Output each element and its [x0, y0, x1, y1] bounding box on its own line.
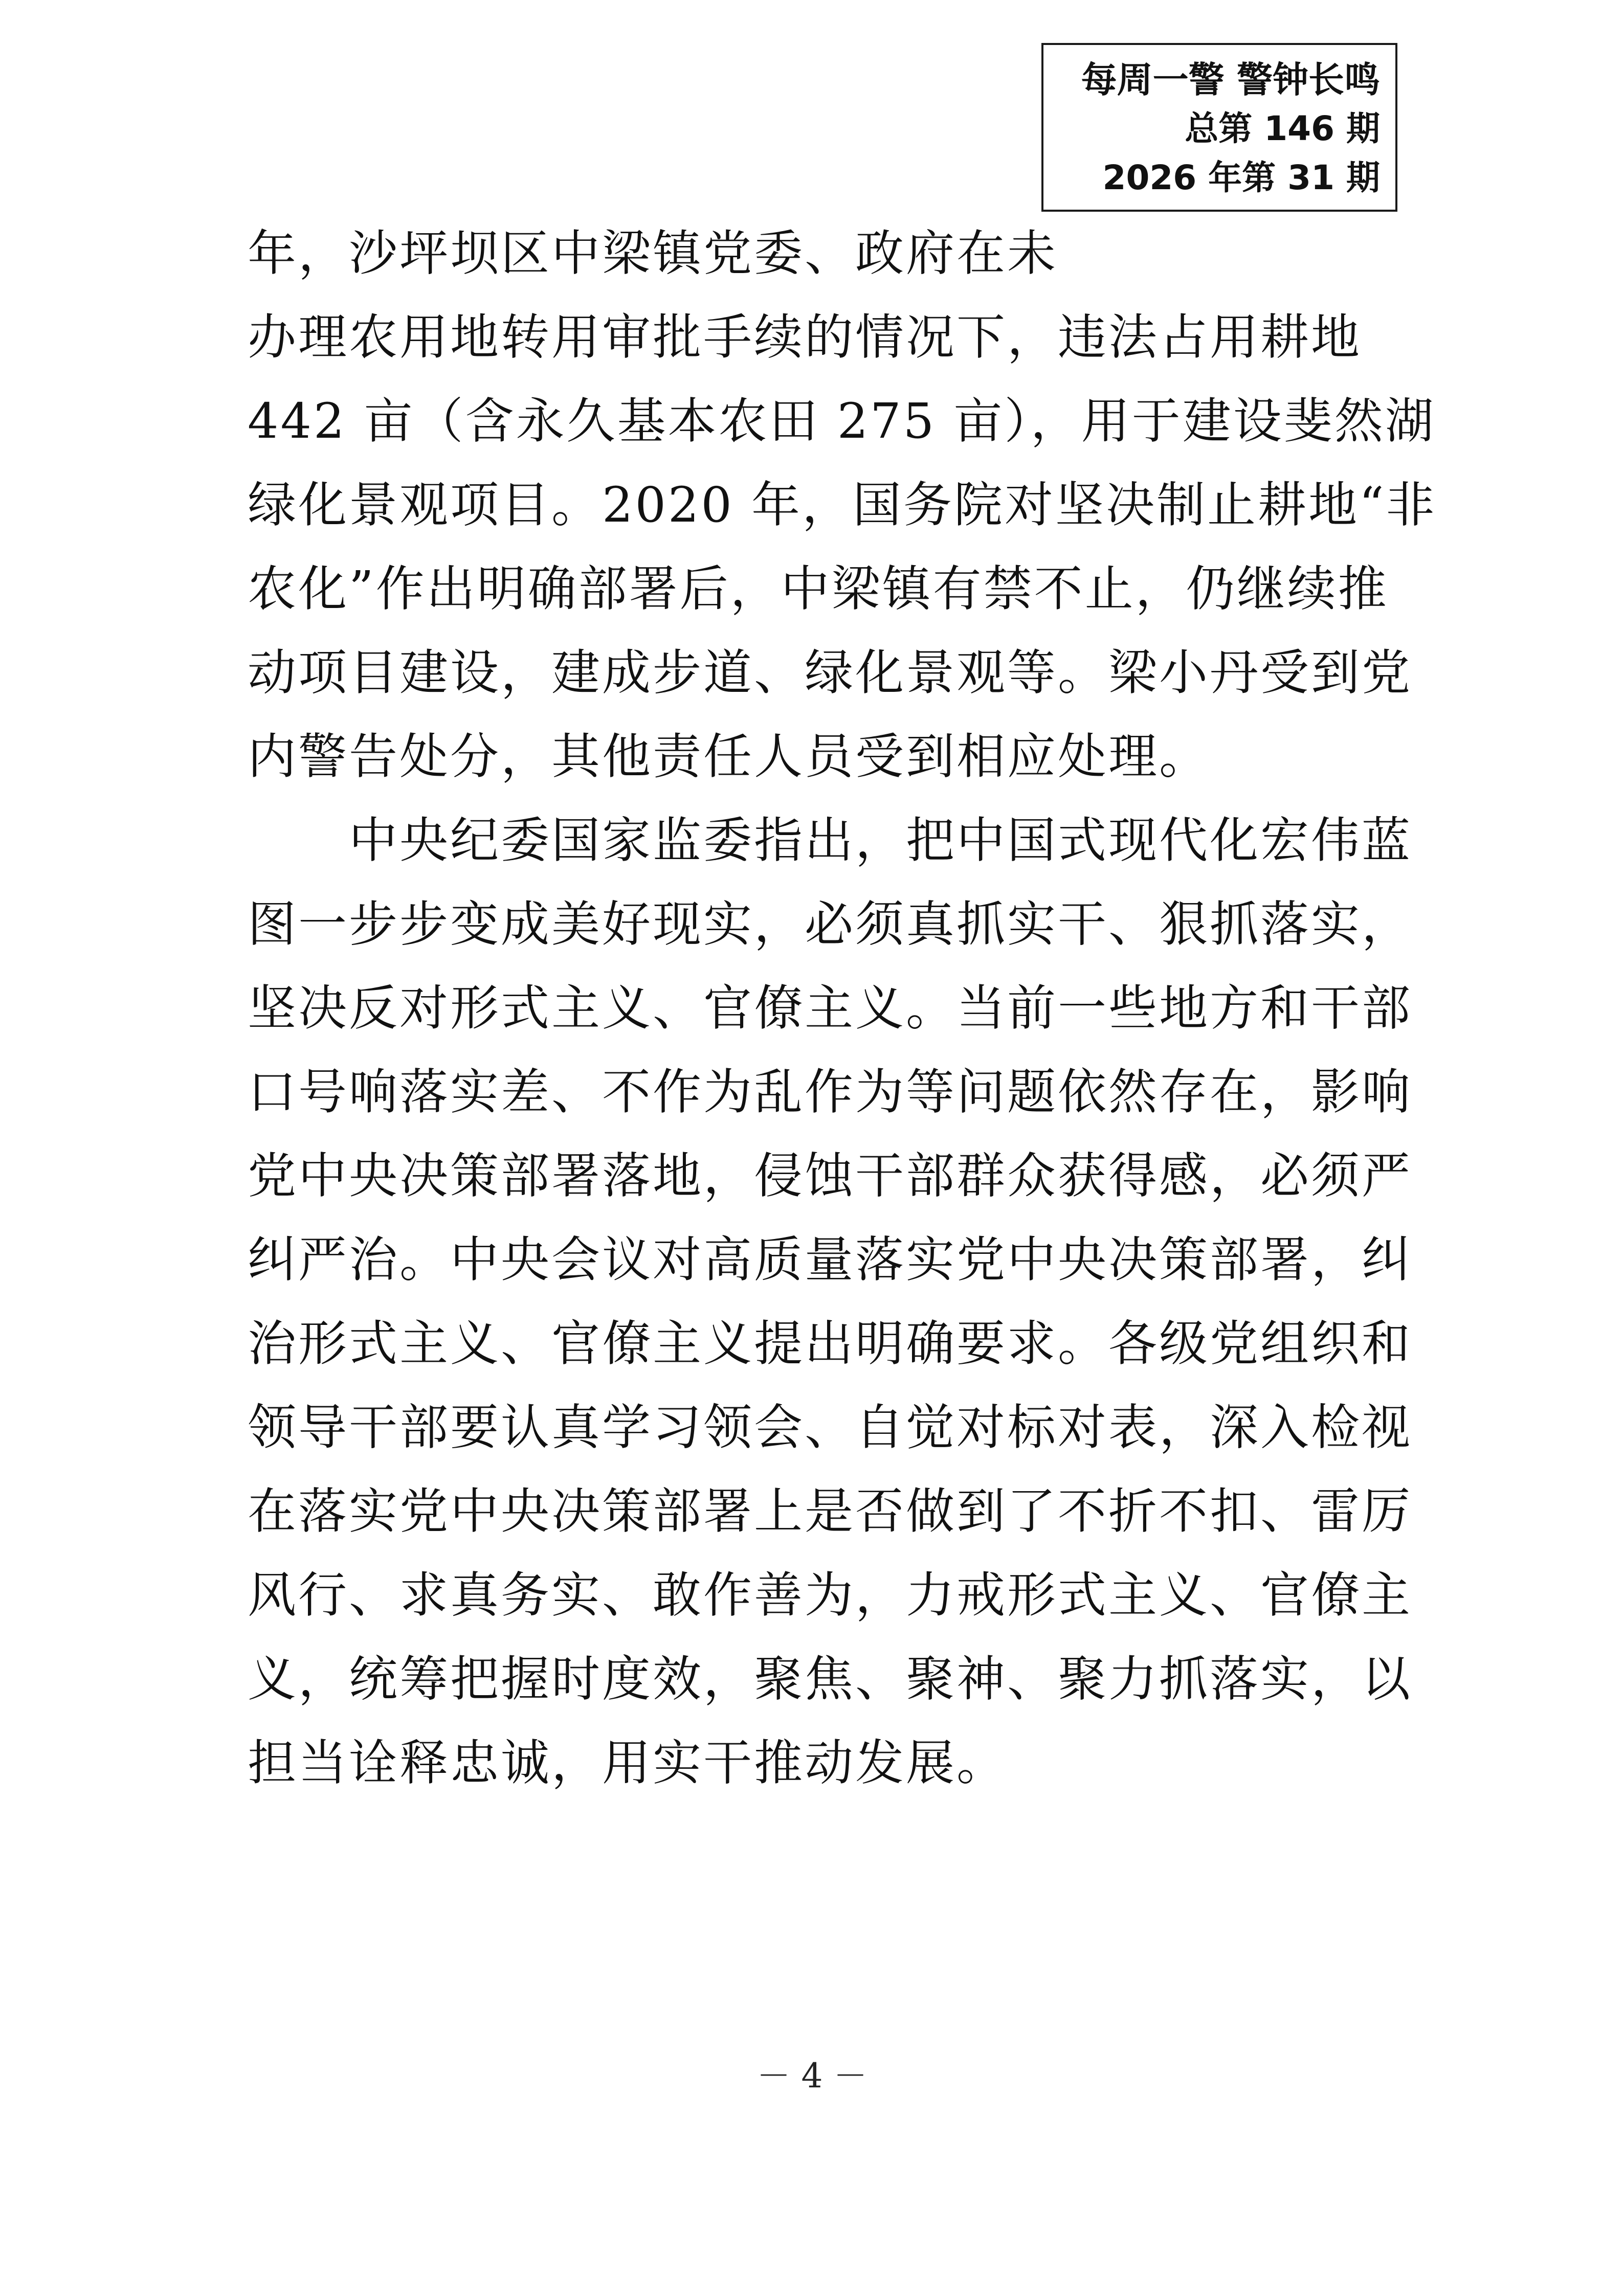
- article-body: [248, 212, 1437, 1805]
- body-line: 义，统筹把握时度效，聚焦、聚神、聚力抓落实，以: [248, 1651, 1413, 1707]
- body-line: 党中央决策部署落地，侵蚀干部群众获得感，必须严: [248, 1148, 1413, 1204]
- body-line: 风行、求真务实、敢作善为，力戒形式主义、官僚主: [248, 1567, 1413, 1624]
- total-issue-number: 总第 146 期: [1185, 109, 1380, 148]
- body-line: 图一步步变成美好现实，必须真抓实干、狠抓落实，: [248, 896, 1413, 953]
- body-line: 中央纪委国家监委指出，把中国式现代化宏伟蓝: [248, 813, 1413, 869]
- body-line: 442 亩（含永久基本农田 275 亩），用于建设斐然湖: [248, 393, 1436, 449]
- body-line: 农化”作出明确部署后，中梁镇有禁不止，仍继续推: [248, 561, 1389, 617]
- bulletin-title: 每周一警 警钟长鸣: [1081, 59, 1380, 101]
- year-issue-number: 2026 年第 31 期: [1102, 158, 1380, 197]
- body-line: 坚决反对形式主义、官僚主义。当前一些地方和干部: [248, 980, 1413, 1037]
- body-line: 年，沙坪坝区中梁镇党委、政府在未: [248, 226, 1058, 282]
- body-line: 绿化景观项目。2020 年，国务院对坚决制止耕地“非: [248, 477, 1437, 533]
- body-line: 办理农用地转用审批手续的情况下，违法占用耕地: [248, 309, 1362, 366]
- page-number: － 4 －: [757, 2056, 867, 2096]
- issue-header-box: [1041, 43, 1397, 212]
- body-line: 领导干部要认真学习领会、自觉对标对表，深入检视: [248, 1400, 1413, 1456]
- body-line: 在落实党中央决策部署上是否做到了不折不扣、雷厉: [248, 1483, 1413, 1540]
- body-line: 纠严治。中央会议对高质量落实党中央决策部署，纠: [248, 1232, 1413, 1288]
- body-line: 内警告处分，其他责任人员受到相应处理。: [248, 729, 1210, 785]
- body-line: 担当诠释忠诚，用实干推动发展。: [248, 1735, 1008, 1791]
- body-line: 治形式主义、官僚主义提出明确要求。各级党组织和: [248, 1316, 1413, 1372]
- body-line: 口号响落实差、不作为乱作为等问题依然存在，影响: [248, 1064, 1413, 1120]
- body-line: 动项目建设，建成步道、绿化景观等。梁小丹受到党: [248, 645, 1413, 701]
